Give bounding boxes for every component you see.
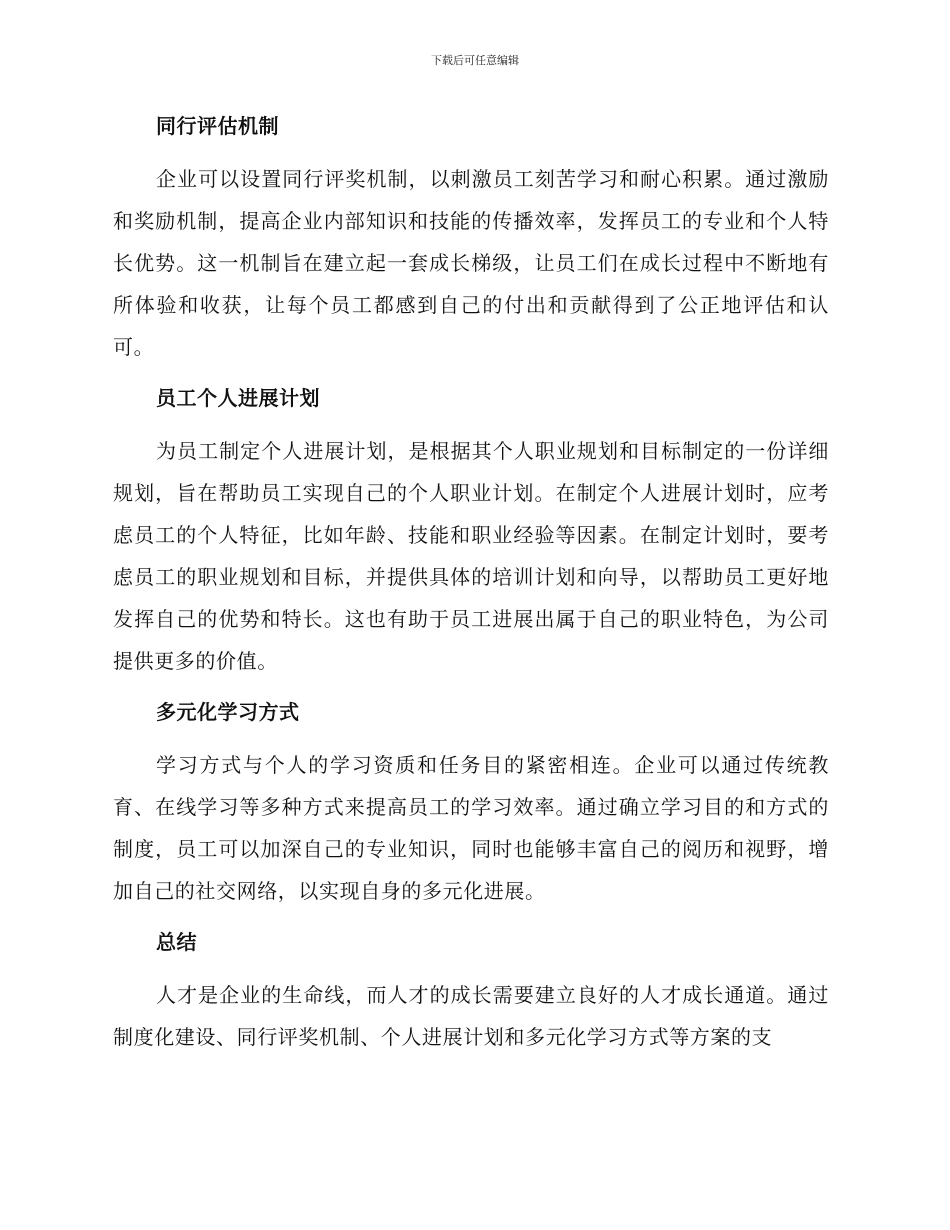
page-header: 下载后可任意编辑 [431,54,519,67]
section-paragraph: 企业可以设置同行评奖机制，以刺激员工刻苦学习和耐心积累。通过激励和奖励机制，提高企业内部知识和技能的传播效率，发挥员工的专业和个人特长优势。这一机制旨在建立起一套成长梯级，让员工们在成长过程中不断地有所体验和收获，让每个员工都感到自己的付出和贡献得到了公正地评估和认可。 [113,167,829,359]
section-heading: 员工个人进展计划 [156,386,320,410]
section-paragraph: 为员工制定个人进展计划，是根据其个人职业规划和目标制定的一份详细规划，旨在帮助员工实现自己的个人职业计划。在制定个人进展计划时，应考虑员工的个人特征，比如年龄、技能和职业经验等因素。在制定计划时，要考虑员工的职业规划和目标，并提供具体的培训计划和向导，以帮助员工更好地发挥自己的优势和特长。这也有助于员工进展出属于自己的职业特色，为公司提供更多的价值。 [113,439,829,673]
section-paragraph: 学习方式与个人的学习资质和任务目的紧密相连。企业可以通过传统教育、在线学习等多种方式来提高员工的学习效率。通过确立学习目的和方式的制度，员工可以加深自己的专业知识，同时也能够丰富自己的阅历和视野，增加自己的社交网络，以实现自身的多元化进展。 [113,753,829,903]
section-paragraph: 人才是企业的生命线，而人才的成长需要建立良好的人才成长通道。通过制度化建设、同行评奖机制、个人进展计划和多元化学习方式等方案的支 [113,983,829,1049]
section-heading: 同行评估机制 [156,114,279,138]
document-body [113,106,829,1068]
section-heading: 多元化学习方式 [156,700,300,724]
section-heading: 总结 [156,930,197,954]
